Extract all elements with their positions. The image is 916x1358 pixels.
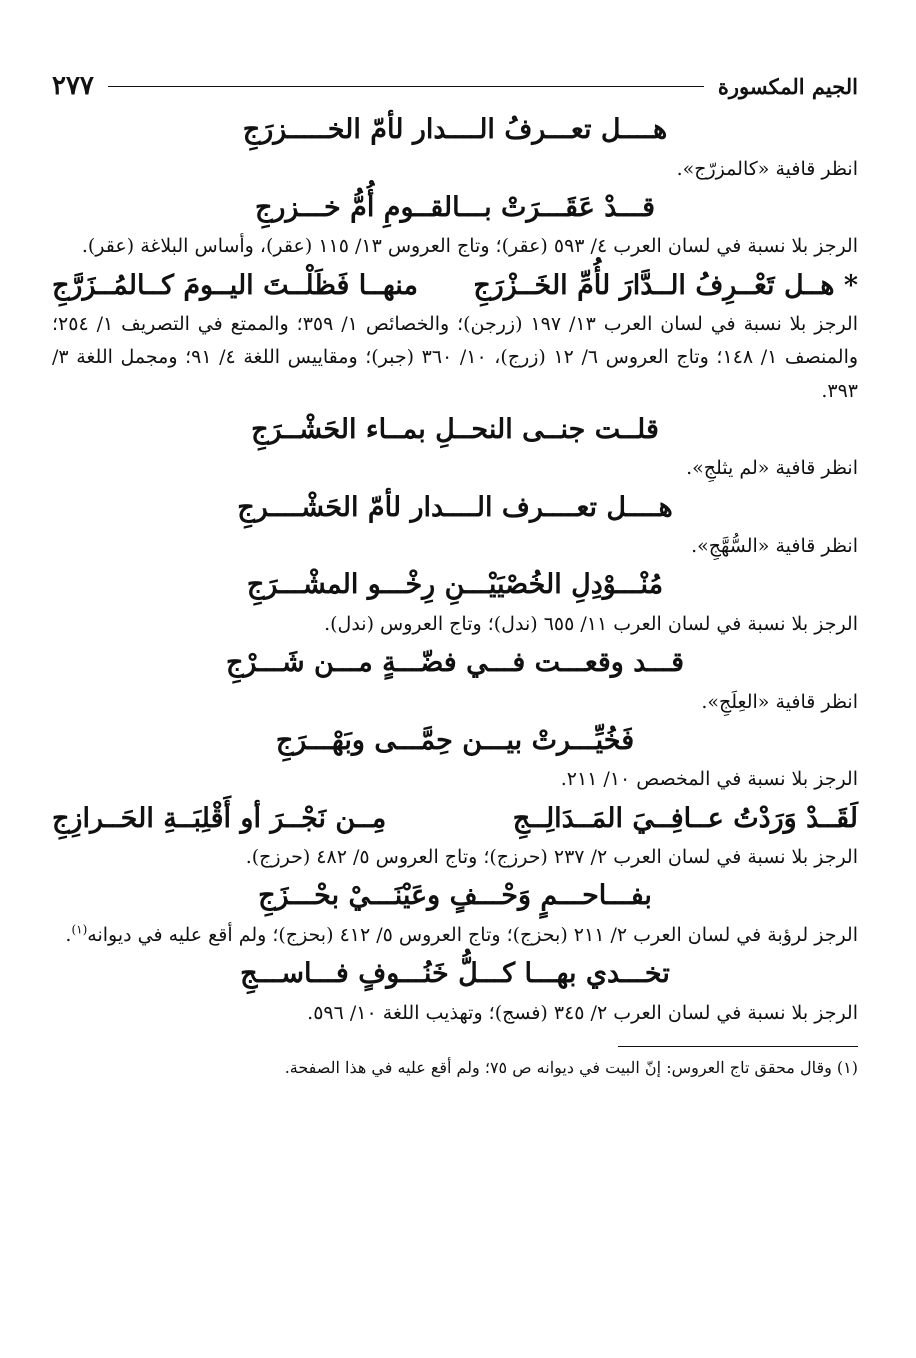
entry-7 [52, 643, 858, 719]
note: الرجز بلا نسبة في المخصص ١٠/ ٢١١. [560, 768, 858, 791]
couplet [52, 266, 858, 307]
verse: فَخُيِّـــرتْ بيـــن حِمَّـــى وبَهْـــرَجِ [275, 724, 635, 756]
verse: مُنْـــوْدِلِ الخُصْيَيْـــنِ رِخْـــو المشْـــرَجِ [246, 569, 664, 601]
note [52, 919, 858, 952]
verse: بفـــاحـــمٍ وَحْـــفٍ وعَيْنَـــيْ بحْـــزَجِ [258, 880, 652, 912]
page-number: ٢٧٧ [52, 71, 94, 101]
note: الرجز بلا نسبة في لسان العرب ١٣/ ١٩٧ (زرجن)؛ والخصائص ١/ ٣٥٩؛ والممتع في التصريف ١/ ٢٥٤؛ والمنصف ١/ ١٤٨؛ وتاج العروس ٦/ ١٢ (زرج)، ١٠/ ٣٦٠ (جبر)؛ ومقاييس اللغة ٤/ ٩١؛ ومجمل اللغة ٣/ ٣٩٣. [52, 313, 859, 402]
note: انظر قافية «كالمزرّج». [676, 157, 858, 180]
hemistich-second: منهــا فَظَلْــتَ اليــومَ كــالمُــزَرَّجِ [52, 269, 418, 301]
verse: هــــل تعــــرف الــــدار لأمّ الحَشْــــرجِ [237, 491, 673, 523]
entry-10 [52, 876, 858, 952]
entry-3 [52, 266, 858, 408]
entry-5 [52, 488, 858, 564]
hemistich-second: مِــن نَجْــرَ أو أَقْلِبَــةِ الحَــرازِجِ [52, 802, 387, 834]
footnote: (١) وقال محقق تاج العروس: إنّ البيت في ديوانه ص ٧٥؛ ولم أقع عليه في هذا الصفحة. [284, 1057, 858, 1077]
footnote-separator [618, 1046, 858, 1047]
page-header [52, 64, 858, 108]
note-text: الرجز لرؤبة في لسان العرب ٢/ ٢١١ (بحزج)؛ وتاج العروس ٥/ ٤١٢ (بحزج)؛ ولم أقع عليه في ديوانه [87, 923, 858, 946]
entry-2 [52, 188, 858, 264]
couplet [52, 799, 858, 840]
footnote-ref: (١) [71, 922, 88, 937]
note: الرجز بلا نسبة في لسان العرب ٤/ ٥٩٣ (عقر)؛ وتاج العروس ١٣/ ١١٥ (عقر)، وأساس البلاغة (عقر). [81, 235, 858, 258]
note: انظر قافية «السُّهَّجِ». [691, 535, 858, 557]
entry-9 [52, 799, 858, 875]
entry-8 [52, 721, 858, 797]
verse: قلــت جنــى النحــلِ بمــاء الحَشْــرَجِ [251, 413, 659, 445]
note: انظر قافية «العِلَجِ». [701, 690, 858, 713]
header-rule [108, 86, 704, 87]
note: الرجز بلا نسبة في لسان العرب ١١/ ٦٥٥ (ندل)؛ وتاج العروس (ندل). [324, 612, 858, 635]
verse: قـــد وقعـــت فـــي فضّـــةٍ مـــن شَـــرْجِ [225, 647, 685, 678]
entry-11 [52, 954, 858, 1030]
entry-1 [52, 110, 858, 186]
running-title: الجيم المكسورة [717, 73, 858, 99]
verse: قـــدْ عَقَـــرَتْ بـــالقــومِ أُمُّ خـــزرجِ [254, 191, 656, 223]
note: الرجز بلا نسبة في لسان العرب ٢/ ٢٣٧ (حرزج)؛ وتاج العروس ٥/ ٤٨٢ (حرزج). [245, 846, 858, 868]
verse: تخـــدي بهـــا كـــلُّ خَنُـــوفٍ فـــاســـجِ [240, 958, 670, 989]
entry-4 [52, 410, 858, 486]
note: انظر قافية «لم يثلجِ». [686, 457, 858, 480]
hemistich-first: لَقَــدْ وَرَدْتُ عــافِــيَ المَــدَالِــجِ [512, 802, 858, 834]
note-end: . [65, 923, 72, 946]
verse: هــــل تعـــرفُ الــــدار لأمّ الخـــــزرَجِ [242, 114, 668, 145]
entry-6 [52, 565, 858, 641]
hemistich-first: * هــل تَعْــرِفُ الــدَّارَ لأُمِّ الخَــزْرَجِ [473, 269, 858, 301]
note: الرجز بلا نسبة في لسان العرب ٢/ ٣٤٥ (فسج)؛ وتهذيب اللغة ١٠/ ٥٩٦. [307, 1001, 858, 1024]
